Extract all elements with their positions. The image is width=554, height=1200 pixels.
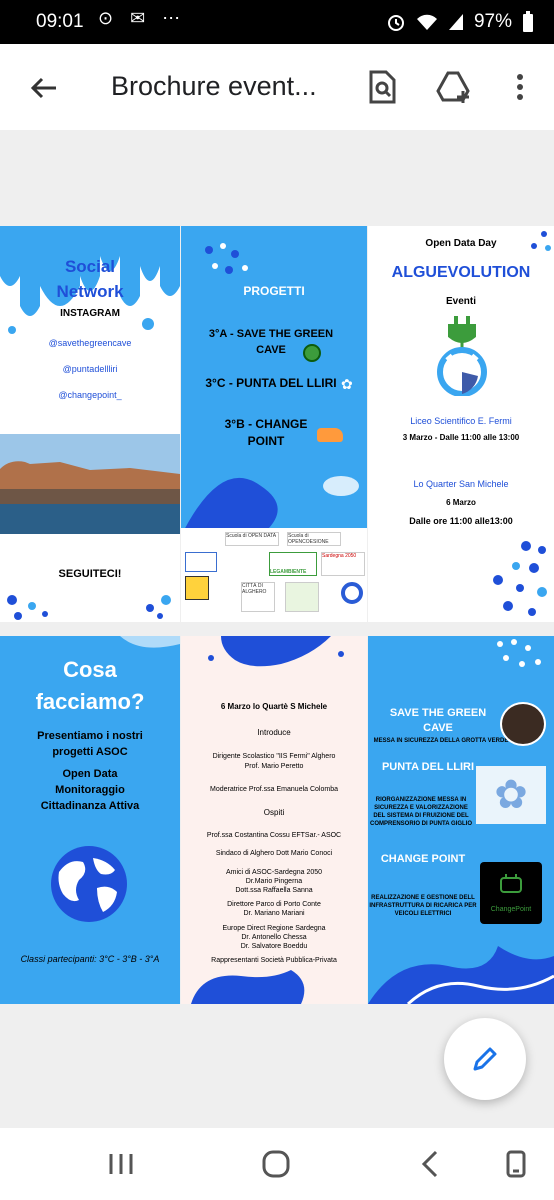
recent-apps-icon[interactable] [105,1148,137,1180]
project-1-desc: MESSA IN SICUREZZA DELLA GROTTA VERDE [373,738,509,744]
cave-photo [500,702,546,746]
handle-punta-lliri: @puntadellliri [62,364,118,374]
introduce-label: Introduce [257,728,291,737]
brush-decoration [181,636,367,696]
follow-us-label: SEGUITECI! [58,568,122,580]
topic-open-data: Open Data [62,768,118,780]
moderatrice: Moderatrice Prof.ssa Emanuela Colomba [209,786,338,793]
social-panel [0,226,180,622]
presentiamo-text: Presentiamo i nostri progetti ASOC [37,730,143,758]
handle-green-cave: @savethegreencave [48,338,132,348]
instagram-label: INSTAGRAM [60,308,120,319]
battery-icon [522,11,534,33]
topic-monitoraggio: Monitoraggio [55,784,125,796]
project-item-1: 3°A - SAVE THE GREEN CAVE [208,328,334,356]
event-name: ALGUEVOLUTION [391,264,531,281]
progetti-panel [181,226,367,622]
guest-5: Dott.ssa Raffaella Sanna [235,887,313,894]
project-3-desc: REALIZZAZIONE E GESTIONE DELL INFRASTRUTTURA DI RICARICA PER VEICOLI ELETTRICI [369,895,477,917]
cosa-title-line2: facciamo? [35,689,145,714]
event-panel [368,226,554,622]
logo-citta-alghero: CITTÀ DI ALGHERO [241,582,275,612]
school-time: 3 Marzo - Dalle 11:00 alle 13:00 [402,433,520,442]
social-title-line1: Social [64,257,116,276]
social-title-line2: Network [56,282,124,301]
guest-9: Dr. Antonello Chessa [241,934,307,941]
logo-crest-1 [185,552,217,572]
document-title: Brochure event... [111,71,317,101]
app-bar [0,44,554,130]
ospiti-label: Ospiti [263,808,285,817]
notification-icons: ⊙ ✉ ⋯ [98,8,187,28]
signal-icon [448,13,464,31]
dots-decoration [468,536,554,622]
home-icon[interactable] [260,1148,292,1180]
project-item-3: 3°B - CHANGE POINT [224,417,308,448]
project-1-title: SAVE THE GREEN CAVE [389,707,487,734]
status-right [386,11,534,33]
shield-icon [303,344,321,362]
changepoint-logo-text: ChangePoint [490,906,532,913]
more-options-icon[interactable] [502,69,538,105]
dirigente-name: Prof. Mario Peretto [244,763,304,770]
projects-panel [368,636,554,1004]
handle-changepoint: @changepoint_ [58,390,122,400]
logo-scuola-opencoesione: Scuola di OPENCOESIONE [287,532,341,546]
wave-decoration [0,636,180,656]
open-data-day: Open Data Day [425,238,497,249]
logo-g-icon [341,582,363,604]
dots-decoration [0,556,180,622]
battery-percent: 97% [473,11,512,32]
venue-name: Lo Quarter San Michele [413,479,509,489]
system-nav-bar [0,1128,554,1200]
guest-2: Sindaco di Alghero Dott Mario Conoci [215,850,333,857]
wave-decoration [368,936,554,1004]
guest-8: Europe Direct Regione Sardegna [222,925,326,932]
venue-time: Dalle ore 11:00 alle13:00 [409,516,513,526]
brochure-page-2 [0,636,554,1004]
venue-date: 6 Marzo [446,498,476,507]
lily-photo: ✿ [476,766,546,824]
lily-icon: ✿ [341,376,353,392]
pencil-icon [471,1045,499,1073]
logo-sardegna-2050: Sardegna 2050 [321,552,365,576]
project-item-2: 3°C - PUNTA DEL LLIRI [205,376,337,390]
coastline-photo [0,434,180,534]
project-2-desc: RIORGANIZZAZIONE MESSA IN SICUREZZA E VALORIZZAZIONE DEL SISTEMA DI FRUIZIONE DEL COMPRENSORIO DI PUNTA GIGLIO [369,797,472,827]
clock: 09:01 [36,11,84,32]
keyboard-toggle-icon[interactable] [500,1148,532,1180]
dots-decoration [492,636,554,686]
guest-11: Rappresentanti Società Pubblica-Privata [211,957,337,964]
project-3-title: CHANGE POINT [380,853,466,865]
logo-crest-2 [185,576,209,600]
search-in-document-icon[interactable] [364,69,400,105]
project-2-title: PUNTA DEL LLIRI [381,761,475,773]
back-arrow-icon[interactable] [28,72,60,104]
progetti-title: PROGETTI [243,284,305,298]
logo-legambiente: LEGAMBIENTE [269,552,317,576]
car-icon [317,428,343,442]
guest-4: Dr.Mario Pingerna [245,878,303,885]
plug-flower-icon [432,316,492,396]
cosa-facciamo-panel [0,636,180,1004]
cosa-title-line1: Cosa [63,657,117,682]
ev-plug-icon [497,870,525,898]
guest-7: Dr. Mariano Mariani [243,910,305,917]
status-bar [0,0,554,44]
wifi-icon [416,13,438,31]
alarm-icon [386,12,406,32]
school-name: Liceo Scientifico E. Fermi [410,416,512,426]
brochure-page-1 [0,226,554,622]
guest-1: Prof.ssa Costantina Cossu EFTSar.- ASOC [206,832,342,839]
dots-decoration [201,240,261,290]
changepoint-logo [480,862,542,924]
brush-decoration [181,962,367,1004]
edit-fab-button[interactable] [444,1018,526,1100]
dirigente-role: Dirigente Scolastico "IIS Fermi" Alghero [212,753,336,760]
topic-cittadinanza: Cittadinanza Attiva [40,800,140,812]
eventi-label: Eventi [445,296,476,307]
logo-tree [285,582,319,612]
guest-6: Direttore Parco di Porto Conte [227,901,321,908]
guest-10: Dr. Salvatore Boeddu [240,943,308,950]
globe-icon [49,844,129,924]
drive-add-icon[interactable] [436,69,472,105]
classi-partecipanti: Classi partecipanti: 3°C - 3°B - 3°A [20,954,160,964]
guest-3: Amici di ASOC-Sardegna 2050 [225,869,323,876]
programma-heading: 6 Marzo lo Quartè S Michele [220,702,328,711]
logo-scuola-open-data: Scuola di OPEN DATA [225,532,279,546]
back-nav-icon[interactable] [416,1148,448,1180]
programma-panel [181,636,367,1004]
